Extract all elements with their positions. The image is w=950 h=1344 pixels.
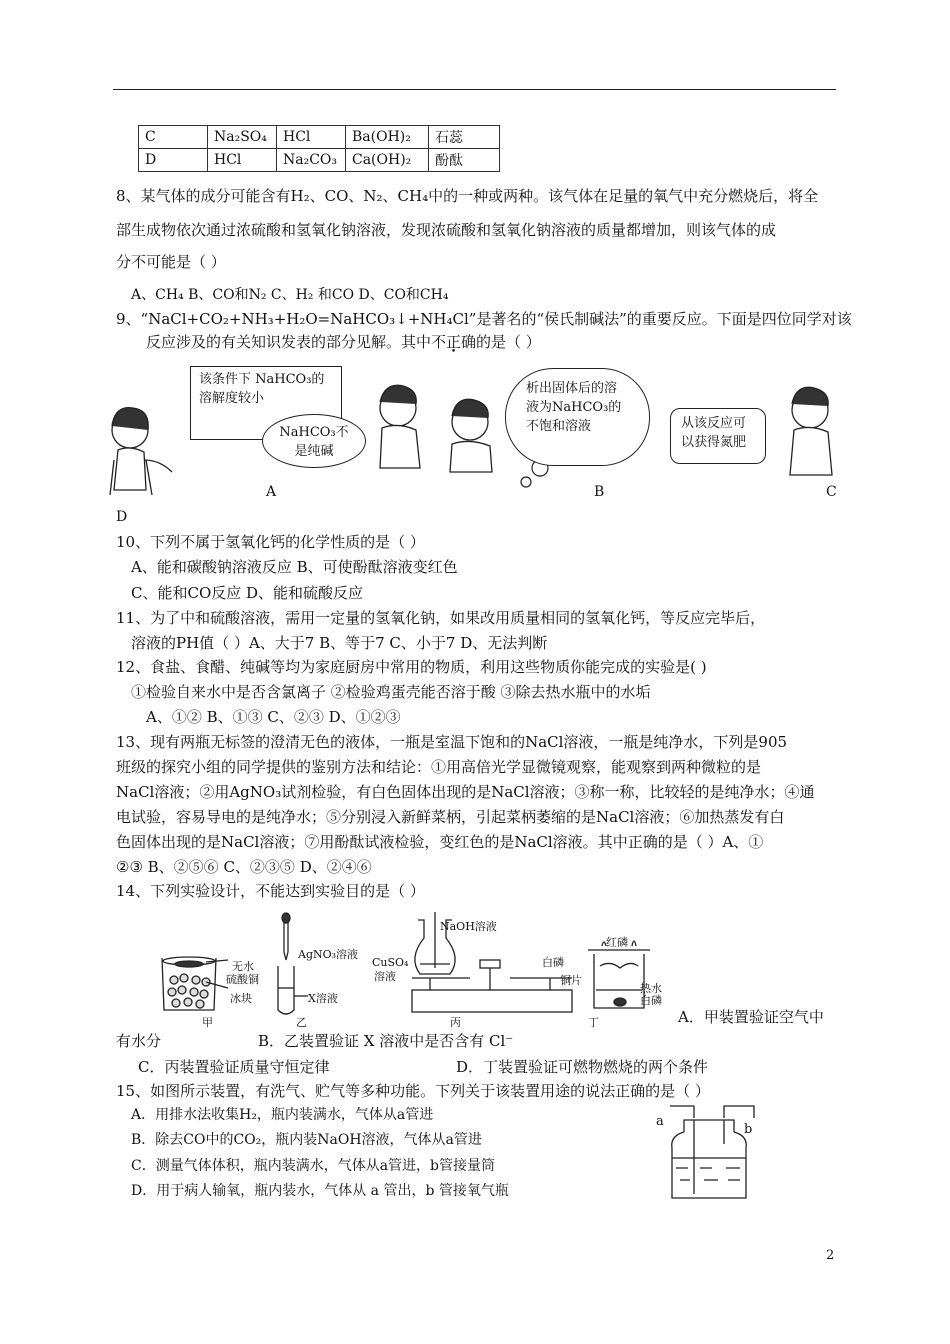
fig-jia-1: 无水 [232, 960, 254, 973]
q13-line3: NaCl溶液；②用AgNO₃试剂检验，有白色固体出现的是NaCl溶液；③称一称，比较轻的是纯净水；④通 [116, 783, 815, 801]
q15-option-d: D．用于病人输氧，瓶内装水，气体从 a 管出，b 管接氧气瓶 [131, 1183, 509, 1199]
student-d-figure [790, 387, 832, 475]
beaker-jia [162, 957, 228, 1010]
caption-ding: 丁 [588, 1016, 599, 1029]
q14-option-b: B．乙装置验证 X 溶液中是否含有 Cl⁻ [258, 1032, 514, 1050]
table-cell: Na₂SO₄ [208, 126, 277, 149]
q9-line2-c: 的是（ ） [476, 333, 541, 351]
test-tube-yi [278, 913, 308, 1014]
label-d: D [116, 509, 128, 525]
student-b-figure [380, 385, 420, 468]
table-cell: Ba(OH)₂ [346, 126, 429, 149]
q13-line4: 电试验，容易导电的是纯净水；⑤分别浸入新鲜菜柄，引起菜柄萎缩的是NaCl溶液；⑥加热蒸发有白 [116, 808, 785, 826]
bubble-a: 该条件下 NaHCO₃的溶解度较小 [190, 366, 342, 440]
header-rule [113, 89, 836, 90]
q14-option-d: D．丁装置验证可燃物燃烧的两个条件 [456, 1058, 709, 1076]
q13-line6: ②③ B、②⑤⑥ C、②③⑤ D、②④⑥ [116, 858, 372, 876]
q10-line1: 10、下列不属于氢氧化钙的化学性质的是（ ） [116, 533, 425, 551]
q14-option-a-1: A．甲装置验证空气中 [678, 1008, 824, 1026]
label-c: C [826, 484, 837, 500]
table-cell: 酚酞 [429, 149, 500, 172]
q13-line1: 13、现有两瓶无标签的澄清无色的液体，一瓶是室温下饱和的NaCl溶液，一瓶是纯净水，下列是905 [116, 733, 788, 751]
gas-bottle-figure [660, 1104, 770, 1202]
caption-jia: 甲 [202, 1016, 213, 1029]
fig-jia-3: 冰块 [230, 992, 252, 1005]
q12-line1: 12、食盐、食醋、纯碱等均为家庭厨房中常用的物质，利用这些物质你能完成的实验是( ) [116, 658, 707, 676]
bubble-c: 析出固体后的溶液为NaHCO₃的不饱和溶液 [505, 368, 650, 466]
fig-bing-2: CuSO₄ [372, 956, 409, 969]
table-cell: Na₂CO₃ [277, 149, 346, 172]
q9-emphasis: 不正确 [431, 333, 477, 351]
bubble-d: 从该反应可以获得氮肥 [670, 408, 766, 464]
student-a-figure [110, 408, 172, 495]
q11-line2: 溶液的PH值（ ）A、大于7 B、等于7 C、小于7 D、无法判断 [131, 634, 548, 652]
label-b: B [594, 484, 605, 500]
label-a: A [266, 484, 277, 500]
options-table [138, 125, 500, 172]
bottle-label-a: a [656, 1114, 664, 1129]
q9-line2 [146, 331, 541, 352]
page-number: 2 [826, 1248, 835, 1263]
caption-yi: 乙 [296, 1016, 307, 1029]
q10-line2: A、能和碳酸钠溶液反应 B、可使酚酞溶液变红色 [131, 558, 458, 576]
q14-apparatus-figure [150, 908, 670, 1028]
fig-bing-1: NaOH溶液 [440, 920, 497, 933]
q13-line2: 班级的探究小组的同学提供的鉴别方法和结论：①用高倍光学显微镜观察，能观察到两种微粒的是 [116, 758, 762, 776]
fig-yi-1: AgNO₃溶液 [298, 948, 359, 961]
q15-line1: 15、如图所示装置，有洗气、贮气等多种功能。下列关于该装置用途的说法正确的是（ ） [116, 1082, 710, 1100]
fig-jia-2: 硫酸铜 [226, 973, 259, 986]
table-row [139, 149, 500, 172]
table-cell: Ca(OH)₂ [346, 149, 429, 172]
table-cell: HCl [208, 149, 277, 172]
bottle-label-b: b [744, 1122, 753, 1137]
q10-line3: C、能和CO反应 D、能和硫酸反应 [131, 584, 364, 602]
table-cell: 石蕊 [429, 126, 500, 149]
caption-bing: 丙 [450, 1016, 461, 1029]
q15-option-c: C．测量气体体积，瓶内装满水，气体从a管进，b管接量筒 [131, 1158, 496, 1174]
q8-line1: 8、某气体的成分可能含有H₂、CO、N₂、CH₄中的一种或两种。该气体在足量的氧气中充分燃烧后，将全 [116, 187, 819, 205]
q14-option-c: C．丙装置验证质量守恒定律 [138, 1058, 330, 1076]
table-row [139, 126, 500, 149]
q12-line2: ①检验自来水中是否含氯离子 ②检验鸡蛋壳能否溶于酸 ③除去热水瓶中的水垢 [131, 683, 651, 701]
student-c-figure [450, 399, 492, 472]
bubble-b: NaHCO₃不是纯碱 [262, 414, 366, 468]
table-cell: HCl [277, 126, 346, 149]
fig-yi-2: X溶液 [308, 992, 338, 1005]
table-cell: C [139, 126, 208, 149]
q9-line2-a: 反应涉及的有关知识发表的部分见解。其中 [146, 333, 432, 351]
fig-ding-2: 白磷 [542, 956, 564, 969]
q15-option-a: A．用排水法收集H₂，瓶内装满水，气体从a管进 [131, 1107, 434, 1123]
fig-ding-5: 白磷 [640, 994, 662, 1007]
q11-line1: 11、为了中和硫酸溶液，需用一定量的氢氧化钠，如果改用质量相同的氢氧化钙，等反应完毕后， [116, 609, 766, 627]
fig-ding-3: 铜片 [560, 974, 582, 987]
fig-ding-1: 红磷 [606, 936, 628, 949]
q12-line3: A、①② B、①③ C、②③ D、①②③ [146, 708, 401, 726]
q14-option-a-2: 有水分 [116, 1032, 162, 1050]
q14-line1: 14、下列实验设计，不能达到实验目的是（ ） [116, 882, 425, 900]
table-cell: D [139, 149, 208, 172]
q8-line2: 部生成物依次通过浓硫酸和氢氧化钠溶液，发现浓硫酸和氢氧化钠溶液的质量都增加，则该气体的成 [116, 221, 777, 239]
q9-line1: 9、“NaCl+CO₂+NH₃+H₂O=NaHCO₃↓+NH₄Cl”是著名的“侯氏制碱法”的重要反应。下面是四位同学对该 [116, 310, 852, 328]
q15-option-b: B．除去CO中的CO₂，瓶内装NaOH溶液，气体从a管进 [131, 1132, 482, 1148]
q8-line3: 分不可能是（ ） [116, 253, 226, 271]
fig-ding-4: 热水 [640, 982, 662, 995]
q13-line5: 色固体出现的是NaCl溶液；⑦用酚酞试液检验，变红色的是NaCl溶液。其中正确的是（ ）A、① [116, 833, 764, 851]
fig-bing-3: 溶液 [374, 970, 396, 983]
q8-options: A、CH₄ B、CO和N₂ C、H₂ 和CO D、CO和CH₄ [131, 287, 449, 303]
